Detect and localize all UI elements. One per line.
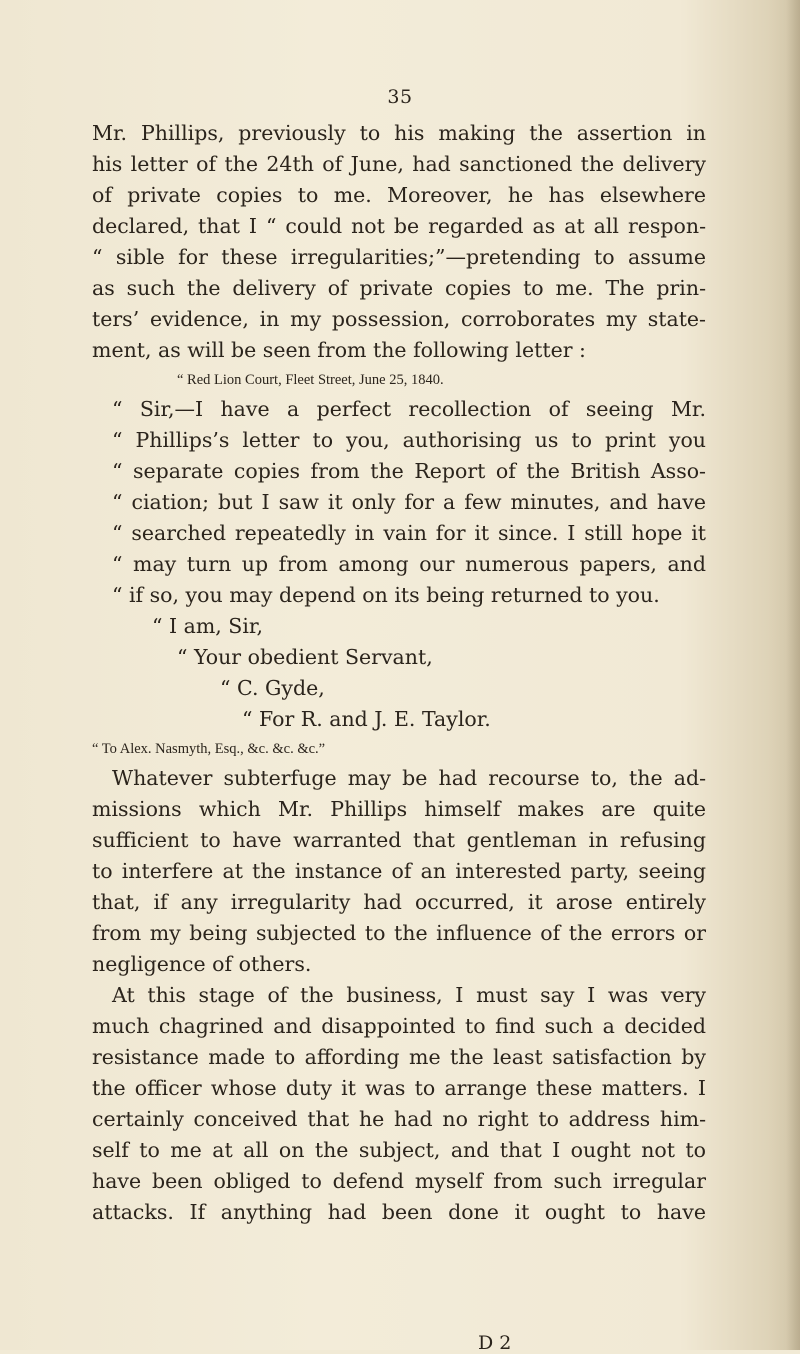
text-line: that, if any irregularity had occurred, it arose entirely: [92, 890, 706, 914]
text-line: much chagrined and disappointed to find such a decided: [92, 1014, 706, 1038]
letter-line: “ ciation; but I saw it only for a few minutes, and have: [112, 490, 706, 514]
letter-addressee: “ To Alex. Nasmyth, Esq., &c. &c. &c.”: [92, 741, 326, 757]
text-line: the officer whose duty it was to arrange these matters. I: [92, 1076, 706, 1100]
text-line: At this stage of the business, I must say I was very: [112, 983, 706, 1007]
text-line: “ sible for these irregularities;”—pretending to assume: [92, 245, 706, 269]
letter-line: “ may turn up from among our numerous papers, and: [112, 552, 706, 576]
text-line: ment, as will be seen from the following letter :: [92, 338, 586, 362]
text-line: missions which Mr. Phillips himself makes are quite: [92, 797, 706, 821]
text-line: sufficient to have warranted that gentleman in refusing: [92, 828, 706, 852]
page-edge-shadow: [786, 0, 800, 1350]
text-line: Mr. Phillips, previously to his making the assertion in: [92, 121, 706, 145]
text-line: of private copies to me. Moreover, he has elsewhere: [92, 183, 706, 207]
letter-line: “ Sir,—I have a perfect recollection of seeing Mr.: [112, 397, 706, 421]
text-line: to interfere at the instance of an interested party, seeing: [92, 859, 706, 883]
text-line: his letter of the 24th of June, had sanctioned the delivery: [92, 152, 706, 176]
letter-address: “ Red Lion Court, Fleet Street, June 25, 1840.: [177, 372, 444, 388]
text-line: negligence of others.: [92, 952, 312, 976]
text-line: attacks. If anything had been done it ought to have: [92, 1200, 706, 1224]
text-line: from my being subjected to the influence of the errors or: [92, 921, 706, 945]
text-line: Whatever subterfuge may be had recourse to, the ad-: [112, 766, 706, 790]
page-number: 35: [387, 86, 413, 108]
letter-signature: “ For R. and J. E. Taylor.: [242, 707, 491, 731]
letter-signature: “ C. Gyde,: [220, 676, 325, 700]
letter-closing: “ Your obedient Servant,: [177, 645, 433, 669]
text-line: resistance made to affording me the least satisfaction by: [92, 1045, 706, 1069]
letter-line: “ if so, you may depend on its being returned to you.: [112, 583, 660, 607]
page-text: [92, 118, 706, 1228]
letter-line: “ searched repeatedly in vain for it since. I still hope it: [112, 521, 706, 545]
text-line: as such the delivery of private copies to me. The prin-: [92, 276, 706, 300]
text-line: declared, that I “ could not be regarded as at all respon-: [92, 214, 706, 238]
text-line: self to me at all on the subject, and that I ought not to: [92, 1138, 706, 1162]
text-line: ters’ evidence, in my possession, corroborates my state-: [92, 307, 706, 331]
printer-signature-mark: D 2: [478, 1332, 512, 1354]
text-line: have been obliged to defend myself from such irregular: [92, 1169, 706, 1193]
text-line: certainly conceived that he had no right to address him-: [92, 1107, 706, 1131]
letter-line: “ Phillips’s letter to you, authorising us to print you: [112, 428, 706, 452]
letter-line: “ separate copies from the Report of the British Asso-: [112, 459, 706, 483]
letter-closing: “ I am, Sir,: [152, 614, 263, 638]
